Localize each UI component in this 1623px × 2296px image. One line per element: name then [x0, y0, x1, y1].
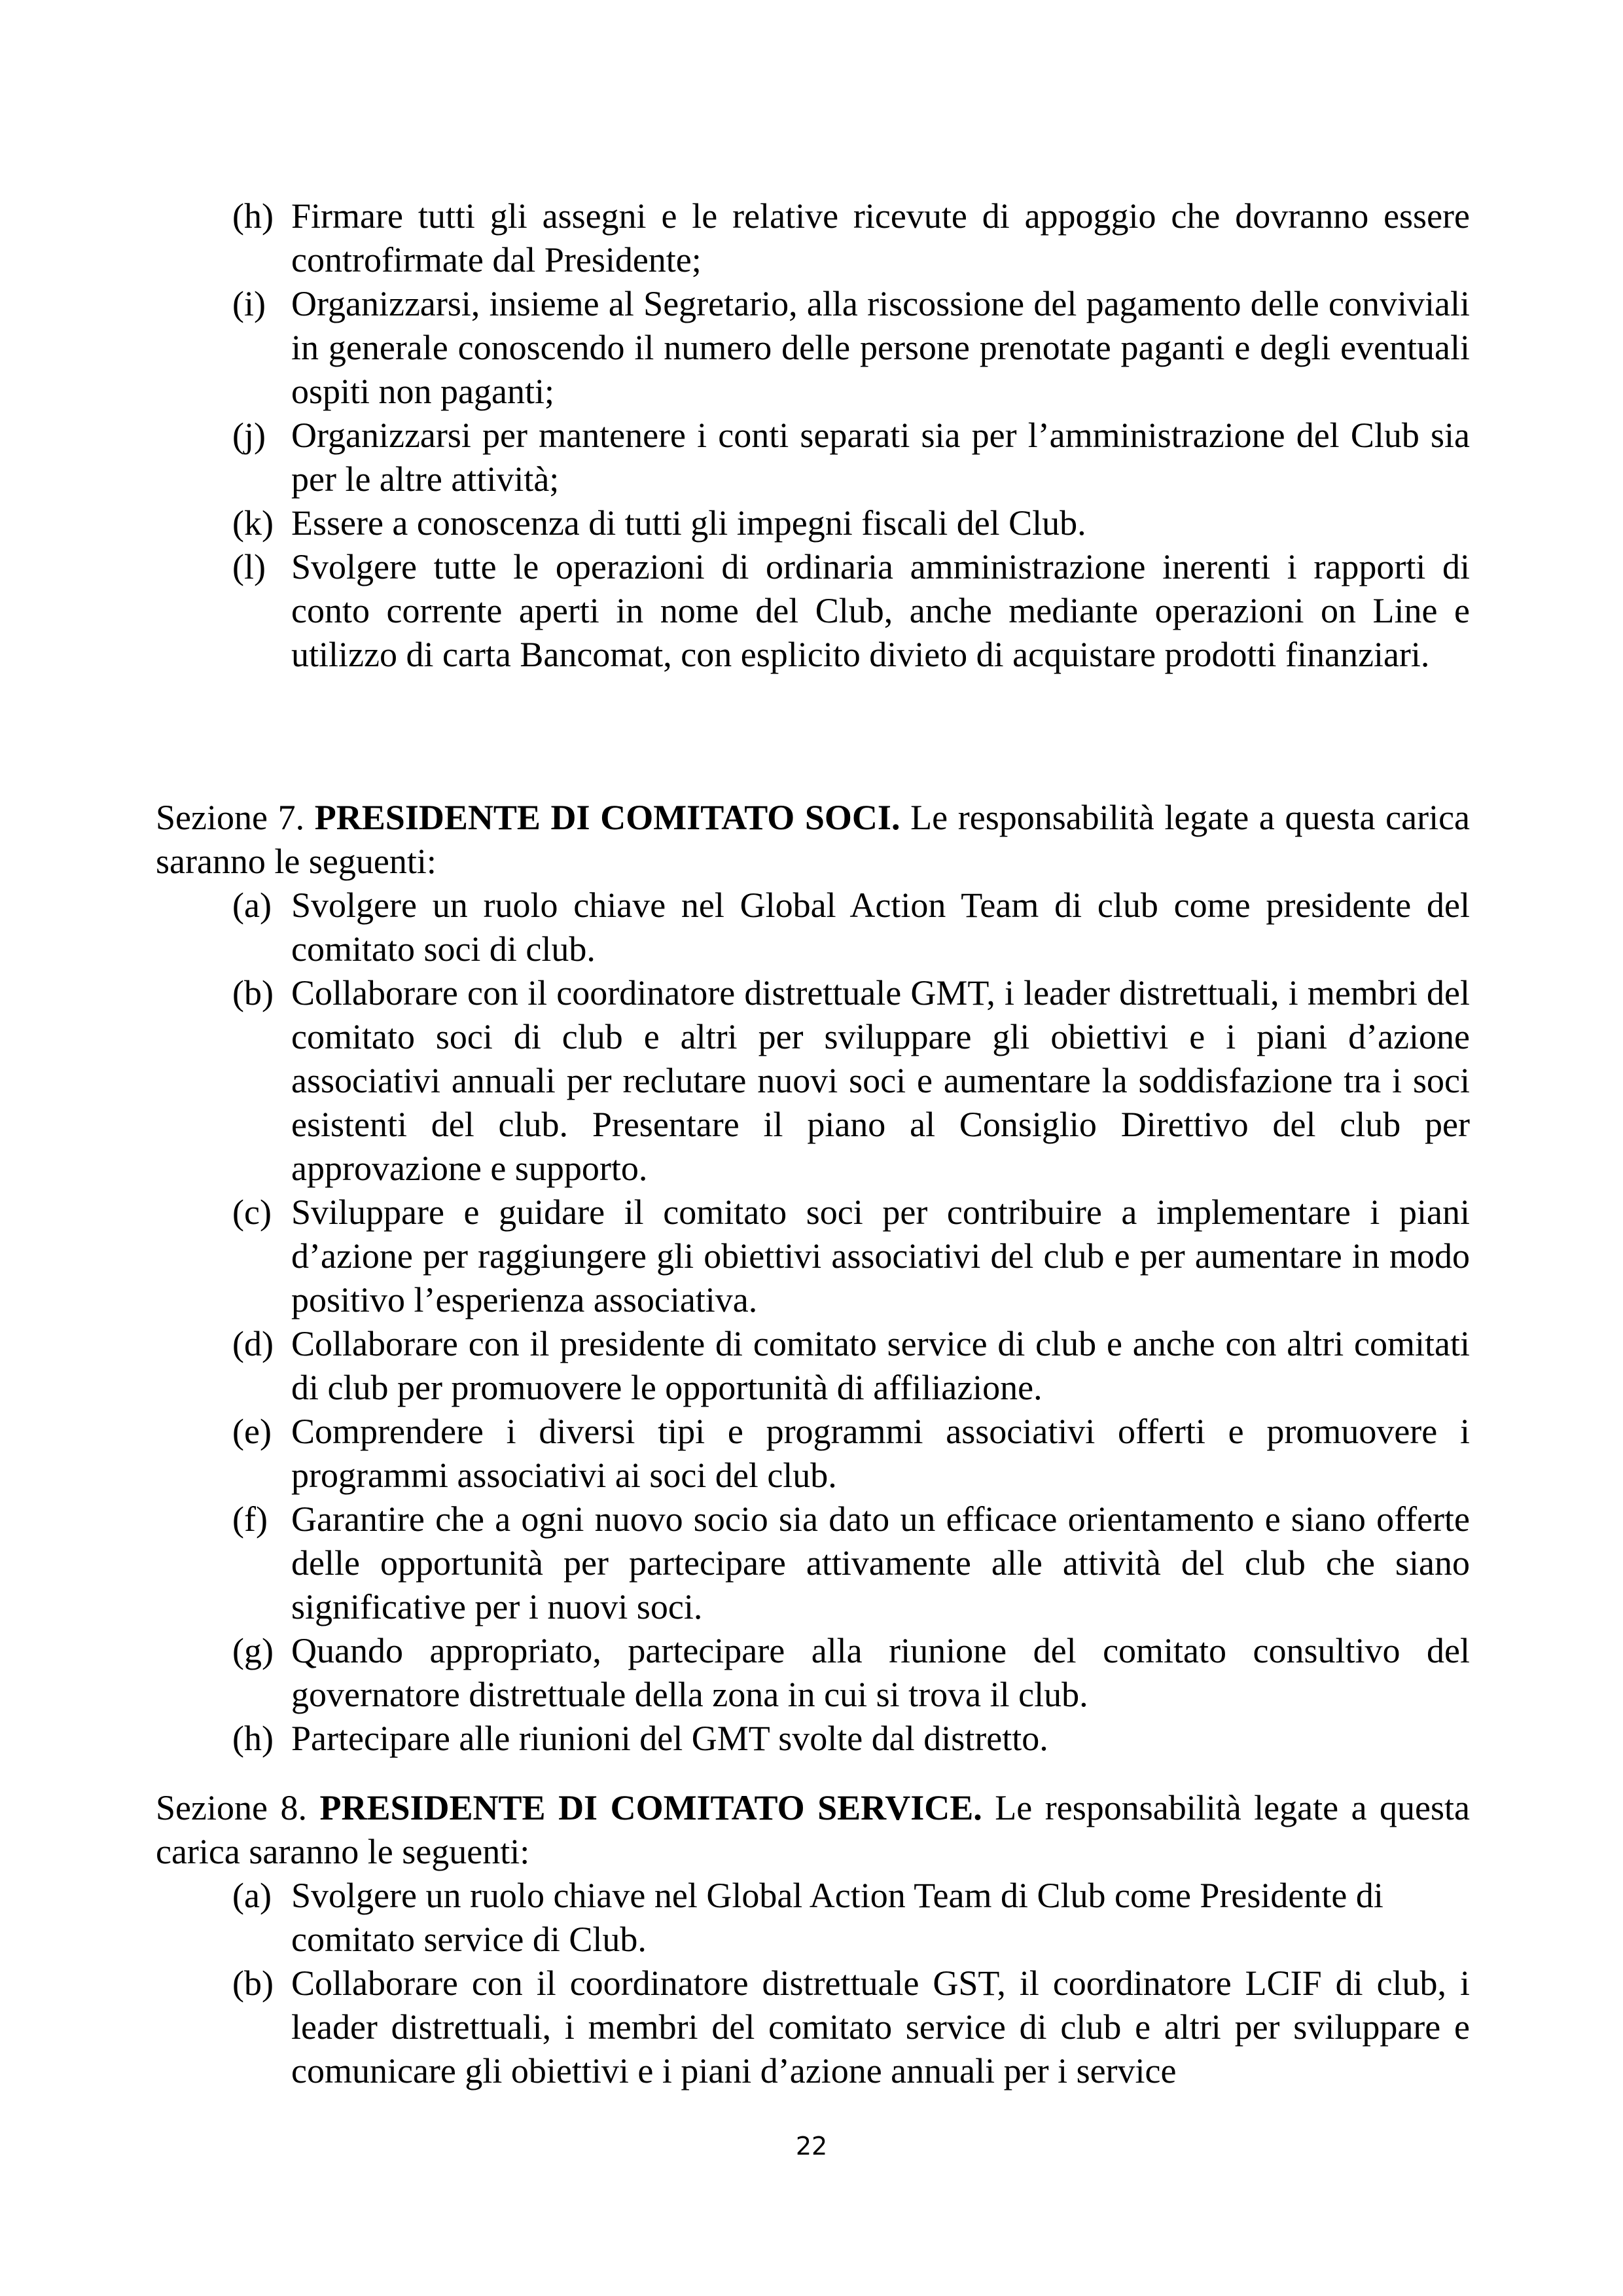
- list-marker: (a): [232, 886, 272, 925]
- list-item-text: Svolgere un ruolo chiave nel Global Action Team di club come presidente del comitato soci di club.: [291, 886, 1470, 969]
- section-7-title: PRESIDENTE DI COMITATO SOCI.: [314, 798, 901, 837]
- list-marker: (b): [232, 1964, 274, 2003]
- list-marker: (e): [232, 1412, 272, 1451]
- list-item: [232, 282, 1470, 414]
- list-item-text: Collaborare con il coordinatore distrettuale GMT, i leader distrettuali, i membri del comitato soci di club e altri per sviluppare gli obiettivi e i piani d’azione associativi annuali per reclutare nuovi soci e aumentare la soddisfazione tra i soci esistenti del club. Presentare il piano al Consiglio Direttivo del club per approvazione e supporto.: [291, 973, 1470, 1188]
- list-item-text: Quando appropriato, partecipare alla riunione del comitato consultivo del governatore distrettuale della zona in cui si trova il club.: [291, 1631, 1470, 1714]
- section-7-list: [232, 884, 1470, 1761]
- list-marker: (j): [232, 416, 266, 455]
- treasurer-duties-list: [232, 194, 1470, 677]
- section-7-prefix: Sezione 7.: [156, 798, 305, 837]
- list-item-text: Garantire che a ogni nuovo socio sia dato un efficace orientamento e siano offerte delle opportunità per partecipare attivamente alle attività del club che siano significative per i nuovi soci.: [291, 1499, 1470, 1626]
- list-item-text: Partecipare alle riunioni del GMT svolte dal distretto.: [291, 1719, 1048, 1758]
- list-item-text: Sviluppare e guidare il comitato soci per contribuire a implementare i piani d’azione per raggiungere gli obiettivi associativi del club e per aumentare in modo positivo l’esperienza associativa.: [291, 1193, 1470, 1319]
- list-item: [232, 884, 1470, 971]
- list-item-text: Collaborare con il presidente di comitato service di club e anche con altri comitati di club per promuovere le opportunità di affiliazione.: [291, 1324, 1470, 1407]
- list-item: [232, 194, 1470, 282]
- list-item: [232, 1962, 1470, 2093]
- list-item: [232, 971, 1470, 1191]
- list-item: [232, 1717, 1470, 1761]
- list-item: [232, 1629, 1470, 1717]
- list-marker: (k): [232, 503, 274, 543]
- list-item: [232, 545, 1470, 677]
- list-item: [232, 414, 1470, 501]
- section-7-intro: Le responsabilità legate a questa carica saranno le seguenti:: [156, 798, 1471, 881]
- section-8-prefix: Sezione 8.: [156, 1788, 307, 1827]
- section-8-title: PRESIDENTE DI COMITATO SERVICE.: [319, 1788, 982, 1827]
- list-item: [232, 1498, 1470, 1629]
- section-8-paragraph: [156, 1786, 1470, 1874]
- list-marker: (i): [232, 284, 266, 323]
- list-item: [232, 1410, 1470, 1498]
- list-item: [232, 1322, 1470, 1410]
- section-7-paragraph: [156, 796, 1470, 884]
- list-item-text: Comprendere i diversi tipi e programmi associativi offerti e promuovere i programmi associativi ai soci del club.: [291, 1412, 1470, 1495]
- list-item-text: Collaborare con il coordinatore distrettuale GST, il coordinatore LCIF di club, i leader distrettuali, i membri del comitato service di club e altri per sviluppare e comunicare gli obiettivi e i piani d’azione annuali per i service: [291, 1964, 1470, 2090]
- list-item-text: Svolgere un ruolo chiave nel Global Action Team di Club come Presidente di comitato service di Club.: [291, 1876, 1383, 1959]
- list-marker: (d): [232, 1324, 274, 1363]
- list-marker: (b): [232, 973, 274, 1013]
- page-number: 22: [795, 2132, 828, 2161]
- section-7-heading: [156, 796, 1470, 884]
- list-item: [232, 1874, 1470, 1962]
- section-8-intro: Le responsabilità legate a questa carica saranno le seguenti:: [156, 1788, 1471, 1871]
- list-marker: (h): [232, 196, 274, 236]
- list-item-text: Svolgere tutte le operazioni di ordinaria amministrazione inerenti i rapporti di conto corrente aperti in nome del Club, anche mediante operazioni on Line e utilizzo di carta Bancomat, con esplicito divieto di acquistare prodotti finanziari.: [291, 547, 1470, 674]
- list-item: [232, 1191, 1470, 1322]
- list-marker: (f): [232, 1499, 268, 1539]
- list-item-text: Essere a conoscenza di tutti gli impegni fiscali del Club.: [291, 503, 1086, 543]
- section-8-list: [232, 1874, 1470, 2093]
- list-marker: (a): [232, 1876, 272, 1915]
- list-marker: (h): [232, 1719, 274, 1758]
- list-item-text: Firmare tutti gli assegni e le relative ricevute di appoggio che dovranno essere controfirmate dal Presidente;: [291, 196, 1470, 279]
- section-8-heading: [156, 1786, 1470, 1874]
- list-marker: (c): [232, 1193, 272, 1232]
- list-marker: (g): [232, 1631, 274, 1670]
- list-item: [232, 501, 1470, 545]
- list-item-text: Organizzarsi per mantenere i conti separati sia per l’amministrazione del Club sia per le altre attività;: [291, 416, 1470, 499]
- list-marker: (l): [232, 547, 266, 586]
- list-item-text: Organizzarsi, insieme al Segretario, alla riscossione del pagamento delle conviviali in generale conoscendo il numero delle persone prenotate paganti e degli eventuali ospiti non paganti;: [291, 284, 1470, 411]
